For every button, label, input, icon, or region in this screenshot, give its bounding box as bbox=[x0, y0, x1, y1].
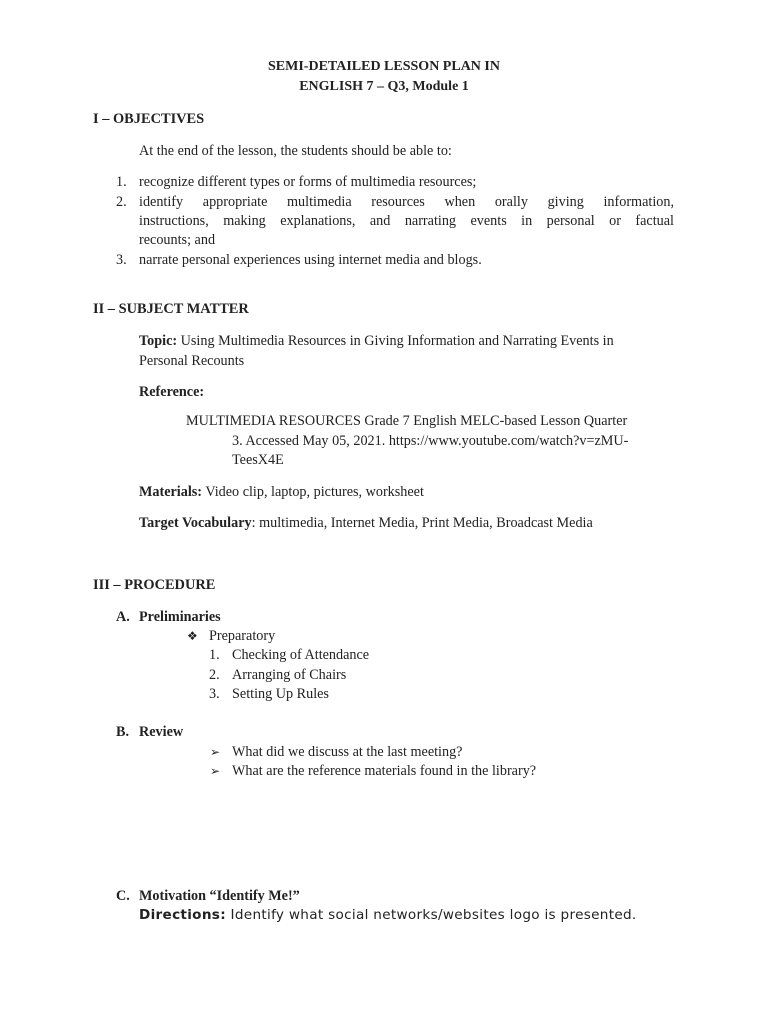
preparatory-label: Preparatory bbox=[209, 628, 276, 644]
document-title-line1: SEMI-DETAILED LESSON PLAN IN bbox=[268, 59, 500, 74]
preparatory-number: 2. bbox=[209, 667, 220, 683]
directions-label: Directions: bbox=[139, 907, 226, 923]
objective-number: 2. bbox=[116, 194, 127, 210]
preparatory-item: Setting Up Rules bbox=[232, 686, 329, 702]
objectives-heading: I – OBJECTIVES bbox=[93, 111, 205, 127]
vocabulary-line bbox=[139, 515, 593, 532]
preliminaries-label: Preliminaries bbox=[139, 609, 221, 625]
review-question: What are the reference materials found in the library? bbox=[232, 763, 537, 779]
procedure-heading: III – PROCEDURE bbox=[93, 577, 216, 593]
materials-line bbox=[139, 484, 424, 501]
objective-item-2-line3: recounts; and bbox=[139, 232, 216, 248]
directions-value: Identify what social networks/websites logo is presented. bbox=[225, 907, 637, 923]
reference-line3: TeesX4E bbox=[232, 452, 284, 468]
objective-number: 3. bbox=[116, 252, 127, 268]
document-title-line2: ENGLISH 7 – Q3, Module 1 bbox=[299, 79, 469, 94]
materials-label: Materials: bbox=[139, 484, 203, 500]
review-question: What did we discuss at the last meeting? bbox=[232, 744, 463, 760]
objective-number: 1. bbox=[116, 174, 127, 190]
topic-line1 bbox=[139, 333, 614, 350]
vocabulary-value: : multimedia, Internet Media, Print Media, Broadcast Media bbox=[251, 515, 593, 531]
arrow-bullet-icon: ➢ bbox=[210, 745, 221, 759]
preliminaries-letter: A. bbox=[116, 609, 130, 625]
reference-label: Reference: bbox=[139, 384, 205, 400]
preparatory-item: Checking of Attendance bbox=[232, 647, 370, 663]
review-letter: B. bbox=[116, 724, 130, 740]
objective-item-3: narrate personal experiences using internet media and blogs. bbox=[139, 252, 482, 268]
review-label: Review bbox=[139, 724, 184, 740]
directions-line bbox=[139, 907, 637, 923]
objective-item-2-line2: instructions, making explanations, and narrating events in personal or factual bbox=[139, 213, 674, 229]
materials-value: Video clip, laptop, pictures, worksheet bbox=[202, 484, 424, 500]
diamond-bullet-icon: ❖ bbox=[187, 629, 198, 643]
objectives-intro: At the end of the lesson, the students should be able to: bbox=[139, 143, 452, 159]
vocabulary-label: Target Vocabulary bbox=[139, 515, 252, 531]
motivation-label: Motivation “Identify Me!” bbox=[139, 888, 300, 904]
topic-line2: Personal Recounts bbox=[139, 353, 245, 369]
topic-label: Topic: bbox=[139, 333, 178, 349]
subject-matter-heading: II – SUBJECT MATTER bbox=[93, 301, 249, 317]
reference-line1: MULTIMEDIA RESOURCES Grade 7 English MELC-based Lesson Quarter bbox=[186, 413, 628, 429]
reference-line2: 3. Accessed May 05, 2021. https://www.youtube.com/watch?v=zMU- bbox=[232, 433, 629, 449]
preparatory-number: 3. bbox=[209, 686, 220, 702]
arrow-bullet-icon: ➢ bbox=[210, 764, 221, 778]
objective-item-1: recognize different types or forms of multimedia resources; bbox=[139, 174, 477, 190]
objective-item-2-line1: identify appropriate multimedia resources when orally giving information, bbox=[139, 194, 674, 210]
preparatory-item: Arranging of Chairs bbox=[232, 667, 347, 683]
preparatory-number: 1. bbox=[209, 647, 220, 663]
topic-value: Using Multimedia Resources in Giving Information and Narrating Events in bbox=[177, 333, 614, 349]
motivation-letter: C. bbox=[116, 888, 130, 904]
